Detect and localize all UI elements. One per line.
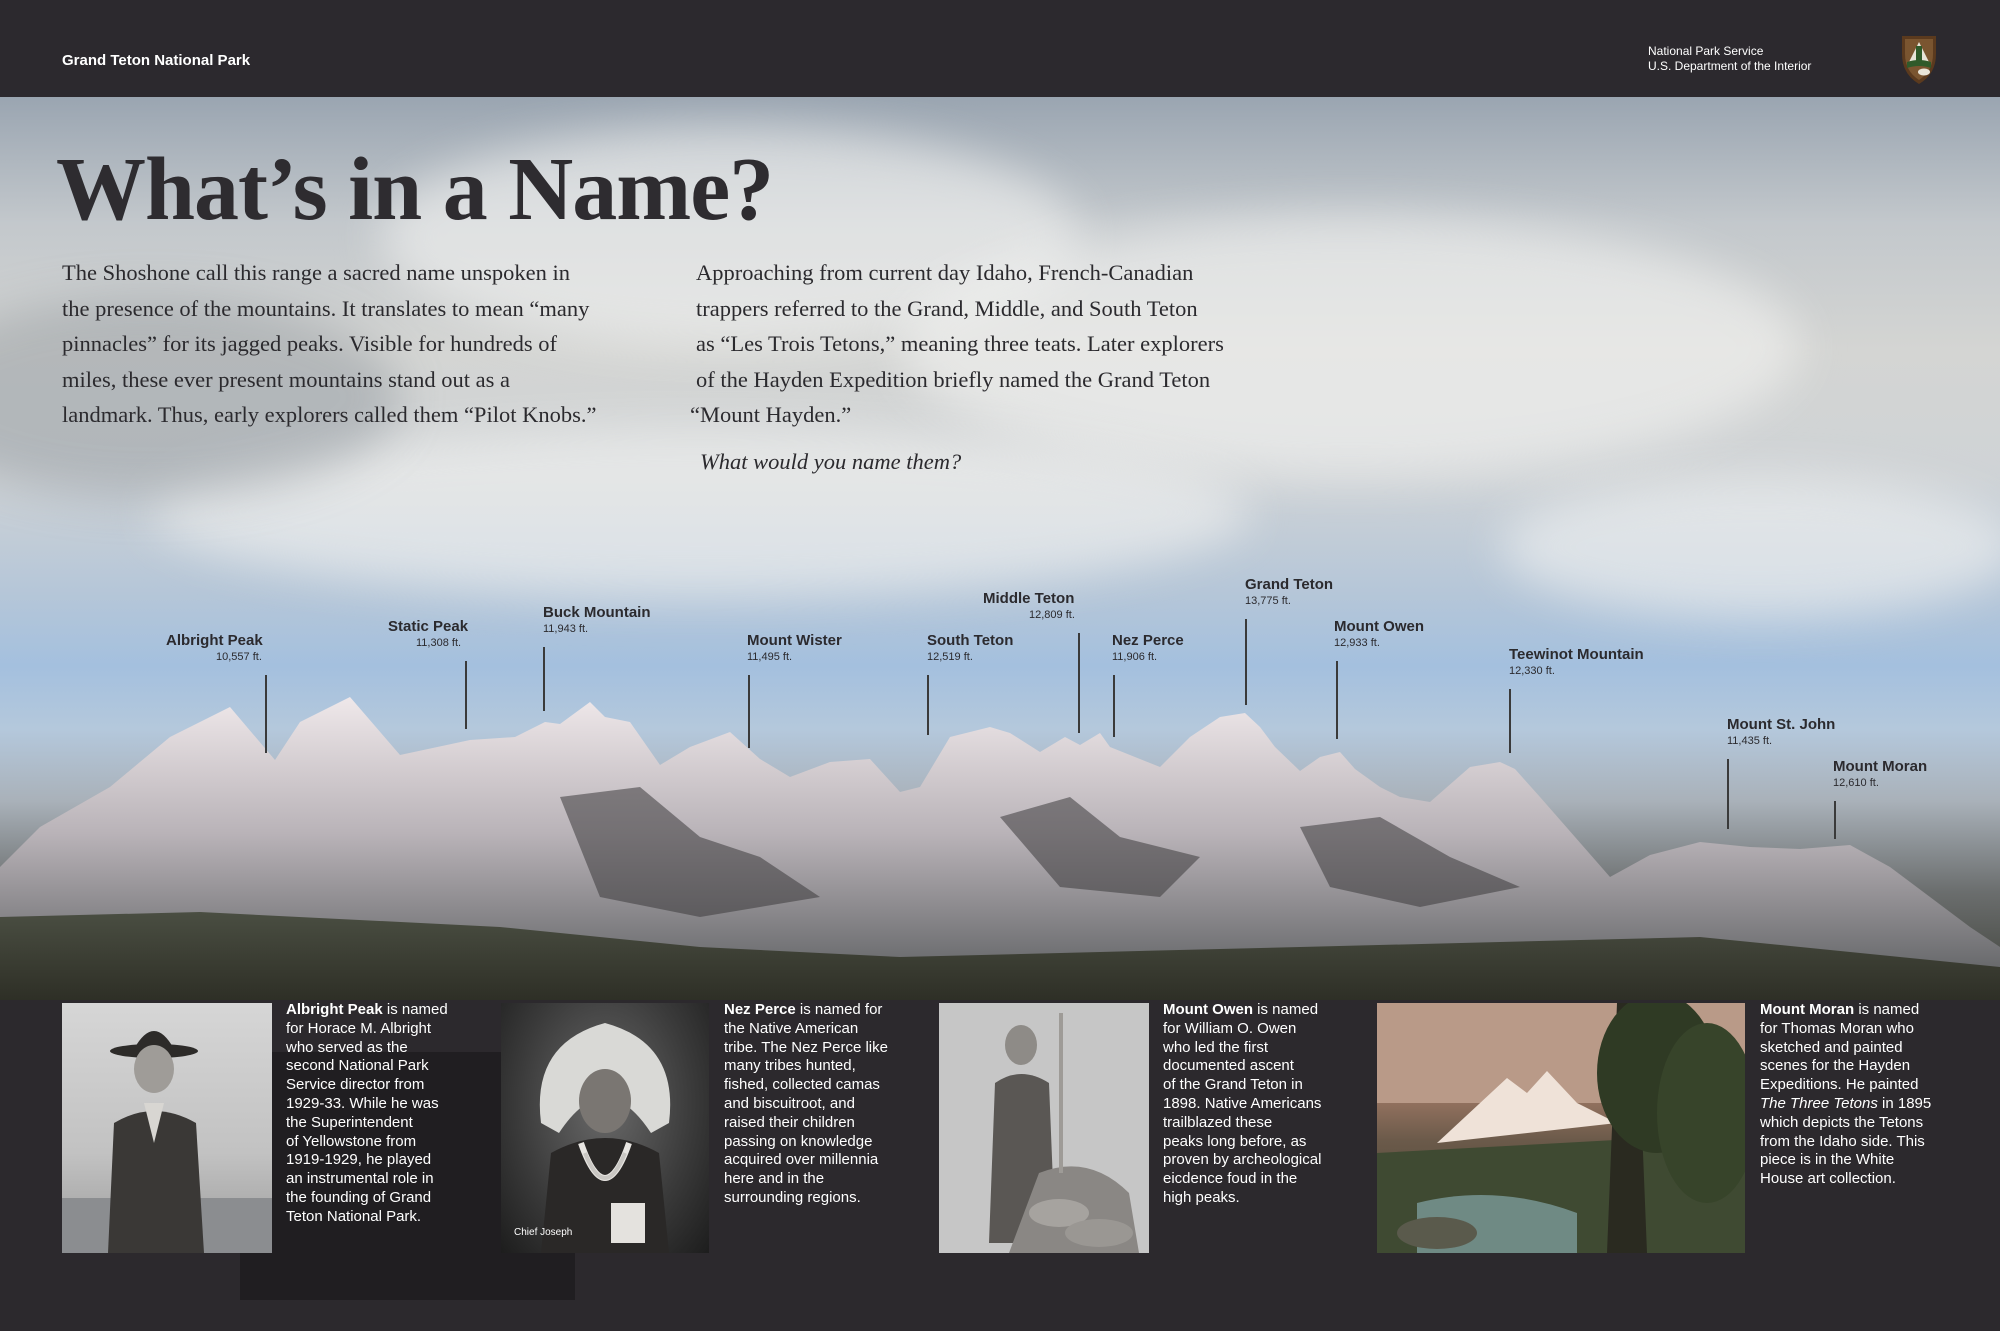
caption-line: Expeditions. He painted xyxy=(1760,1076,1919,1094)
peak-label-st-john xyxy=(1727,716,1835,747)
photo-credit: Chief Joseph xyxy=(514,1227,573,1238)
peak-elevation: 12,330 ft. xyxy=(1509,665,1555,677)
intro-line: miles, these ever present mountains stand out as a xyxy=(62,366,511,392)
agency-name xyxy=(1648,44,1811,74)
three-tetons-painting xyxy=(1377,1003,1745,1253)
peak-elevation: 13,775 ft. xyxy=(1245,595,1291,607)
caption-line: trailblazed these xyxy=(1163,1113,1273,1131)
peak-leader-line xyxy=(927,675,929,735)
caption-line: House art collection. xyxy=(1760,1170,1896,1188)
peak-name: Mount Owen xyxy=(1334,618,1424,635)
caption-line: tribe. The Nez Perce like xyxy=(724,1038,888,1056)
caption-line: which depicts the Tetons xyxy=(1760,1113,1924,1131)
peak-label-middle-teton xyxy=(983,590,1075,621)
caption-line: and biscuitroot, and xyxy=(724,1094,855,1112)
caption-mount-moran xyxy=(1760,1001,1931,1189)
caption-title: Mount Moran xyxy=(1760,1001,1855,1018)
caption-line: an instrumental role in xyxy=(286,1170,434,1188)
agency-line-1: National Park Service xyxy=(1648,44,1764,58)
caption-title: Mount Owen xyxy=(1163,1001,1253,1018)
caption-line: 1929-33. While he was xyxy=(286,1094,439,1112)
peak-label-south-teton xyxy=(927,632,1013,663)
caption-title: Albright Peak xyxy=(286,1001,383,1018)
intro-line: “Mount Hayden.” xyxy=(690,402,852,427)
caption-title: Nez Perce xyxy=(724,1001,796,1018)
chief-joseph-photo xyxy=(501,1003,709,1253)
caption-line: proven by archeological xyxy=(1163,1151,1322,1169)
peak-leader-line xyxy=(543,647,545,711)
caption-line: for Thomas Moran who xyxy=(1760,1019,1914,1037)
caption-line: here and in the xyxy=(724,1170,825,1188)
peak-name: Mount Wister xyxy=(747,632,842,649)
peak-leader-line xyxy=(1078,633,1080,733)
caption-line: Service director from xyxy=(286,1076,425,1094)
caption-line: 1919-1929, he played xyxy=(286,1151,432,1169)
peak-elevation: 11,308 ft. xyxy=(416,637,462,649)
header-bar xyxy=(0,0,2000,97)
caption-line: high peaks. xyxy=(1163,1188,1240,1206)
agency-line-2: U.S. Department of the Interior xyxy=(1648,59,1812,73)
painting-title: The Three Tetons xyxy=(1760,1094,1878,1112)
peak-name: Static Peak xyxy=(388,618,469,635)
peak-leader-line xyxy=(265,675,267,753)
peak-elevation: 12,519 ft. xyxy=(927,651,973,663)
caption-line: of the Grand Teton in xyxy=(1163,1076,1303,1094)
peak-label-buck xyxy=(543,604,651,635)
peak-leader-line xyxy=(1727,759,1729,829)
caption-albright xyxy=(286,1001,448,1227)
peak-elevation: 10,557 ft. xyxy=(216,651,262,663)
peak-leader-line xyxy=(465,661,467,729)
caption-line: raised their children xyxy=(724,1113,855,1131)
caption-nez-perce xyxy=(724,1001,888,1208)
caption-line: for Horace M. Albright xyxy=(286,1019,432,1037)
caption-line: scenes for the Hayden xyxy=(1760,1057,1911,1075)
owen-portrait xyxy=(939,1003,1149,1253)
moran-painting xyxy=(1377,1003,1745,1253)
park-name: Grand Teton National Park xyxy=(62,52,251,69)
peak-name: Mount Moran xyxy=(1833,758,1928,775)
caption-line: passing on knowledge xyxy=(724,1132,873,1150)
peak-label-moran xyxy=(1833,758,1927,789)
caption-line: is named xyxy=(1854,1001,1920,1018)
caption-line: is named xyxy=(1253,1001,1319,1018)
intro-line: as “Les Trois Tetons,” meaning three teats. Later explorers xyxy=(696,331,1224,356)
caption-line: the founding of Grand xyxy=(286,1188,432,1206)
caption-line: surrounding regions. xyxy=(724,1188,861,1206)
intro-line: trappers referred to the Grand, Middle, and South Teton xyxy=(696,295,1198,321)
peak-name: South Teton xyxy=(927,632,1014,649)
caption-line: 1898. Native Americans xyxy=(1163,1094,1322,1112)
peak-leader-line xyxy=(1509,689,1511,753)
peak-label-nez-perce xyxy=(1112,632,1184,663)
caption-line: who served as the xyxy=(286,1038,408,1056)
caption-mount-owen xyxy=(1163,1001,1321,1208)
caption-line: is named xyxy=(382,1001,448,1018)
peak-leader-line xyxy=(1834,801,1836,839)
intro-column-2 xyxy=(690,255,1336,433)
peak-elevation: 11,906 ft. xyxy=(1112,651,1158,663)
intro-line: The Shoshone call this range a sacred name unspoken in xyxy=(62,260,570,285)
peak-label-wister xyxy=(747,632,842,663)
peak-elevation: 12,809 ft. xyxy=(1029,609,1075,621)
peak-name: Albright Peak xyxy=(166,632,263,649)
peak-label-grand-teton xyxy=(1245,576,1333,607)
caption-line: many tribes hunted, xyxy=(724,1057,856,1075)
albright-photo xyxy=(62,1003,272,1253)
caption-line: eicdence foud in the xyxy=(1163,1170,1298,1188)
caption-line: the Native American xyxy=(724,1019,859,1037)
peak-leader-line xyxy=(1245,619,1247,705)
caption-line: the Superintendent xyxy=(286,1113,413,1131)
caption-line: in 1895 xyxy=(1877,1094,1932,1112)
intro-line: landmark. Thus, early explorers called them “Pilot Knobs.” xyxy=(62,402,597,427)
peak-elevation: 11,495 ft. xyxy=(747,651,793,663)
peak-label-teewinot xyxy=(1509,646,1644,677)
peak-leader-line xyxy=(1113,675,1115,737)
caption-line: of Yellowstone from xyxy=(286,1132,417,1150)
caption-line: who led the first xyxy=(1163,1038,1269,1056)
owen-photo xyxy=(939,1003,1149,1253)
peak-elevation: 11,435 ft. xyxy=(1727,735,1773,747)
peak-name: Buck Mountain xyxy=(543,604,651,621)
albright-portrait xyxy=(62,1003,272,1253)
peak-label-mount-owen xyxy=(1334,618,1424,649)
peak-name: Grand Teton xyxy=(1245,576,1334,593)
intro-line: the presence of the mountains. It translates to mean “many xyxy=(62,295,590,321)
caption-line: second National Park xyxy=(286,1057,429,1075)
peak-name: Teewinot Mountain xyxy=(1509,646,1644,663)
caption-line: piece is in the White xyxy=(1760,1151,1895,1169)
caption-line: documented ascent xyxy=(1163,1057,1294,1075)
caption-line: Teton National Park. xyxy=(286,1207,422,1225)
peak-name: Middle Teton xyxy=(983,590,1075,607)
peak-name: Mount St. John xyxy=(1727,716,1836,733)
chief-joseph-portrait xyxy=(501,1003,709,1253)
nps-arrowhead-icon xyxy=(1896,32,1942,86)
peak-leader-line xyxy=(748,675,750,748)
intro-line: pinnacles” for its jagged peaks. Visible for hundreds of xyxy=(62,331,557,356)
caption-line: sketched and painted xyxy=(1760,1038,1903,1056)
intro-line: of the Hayden Expedition briefly named the Grand Teton xyxy=(696,366,1211,392)
caption-line: for William O. Owen xyxy=(1163,1019,1297,1037)
peak-elevation: 11,943 ft. xyxy=(543,623,589,635)
peak-elevation: 12,933 ft. xyxy=(1334,637,1380,649)
peak-label-static xyxy=(388,618,468,649)
peak-name: Nez Perce xyxy=(1112,632,1184,649)
intro-line: Approaching from current day Idaho, French-Canadian xyxy=(696,260,1194,285)
peak-label-albright xyxy=(166,632,263,663)
peak-elevation: 12,610 ft. xyxy=(1833,777,1879,789)
caption-line: acquired over millennia xyxy=(724,1151,879,1169)
intro-column-1 xyxy=(62,255,687,433)
peak-leader-line xyxy=(1336,661,1338,739)
caption-line: peaks long before, as xyxy=(1163,1132,1307,1150)
caption-line: is named for xyxy=(795,1001,883,1018)
question-text: What would you name them? xyxy=(700,449,962,474)
page-title: What’s in a Name? xyxy=(56,140,774,239)
caption-line: from the Idaho side. This xyxy=(1760,1132,1925,1150)
caption-line: fished, collected camas xyxy=(724,1076,880,1094)
